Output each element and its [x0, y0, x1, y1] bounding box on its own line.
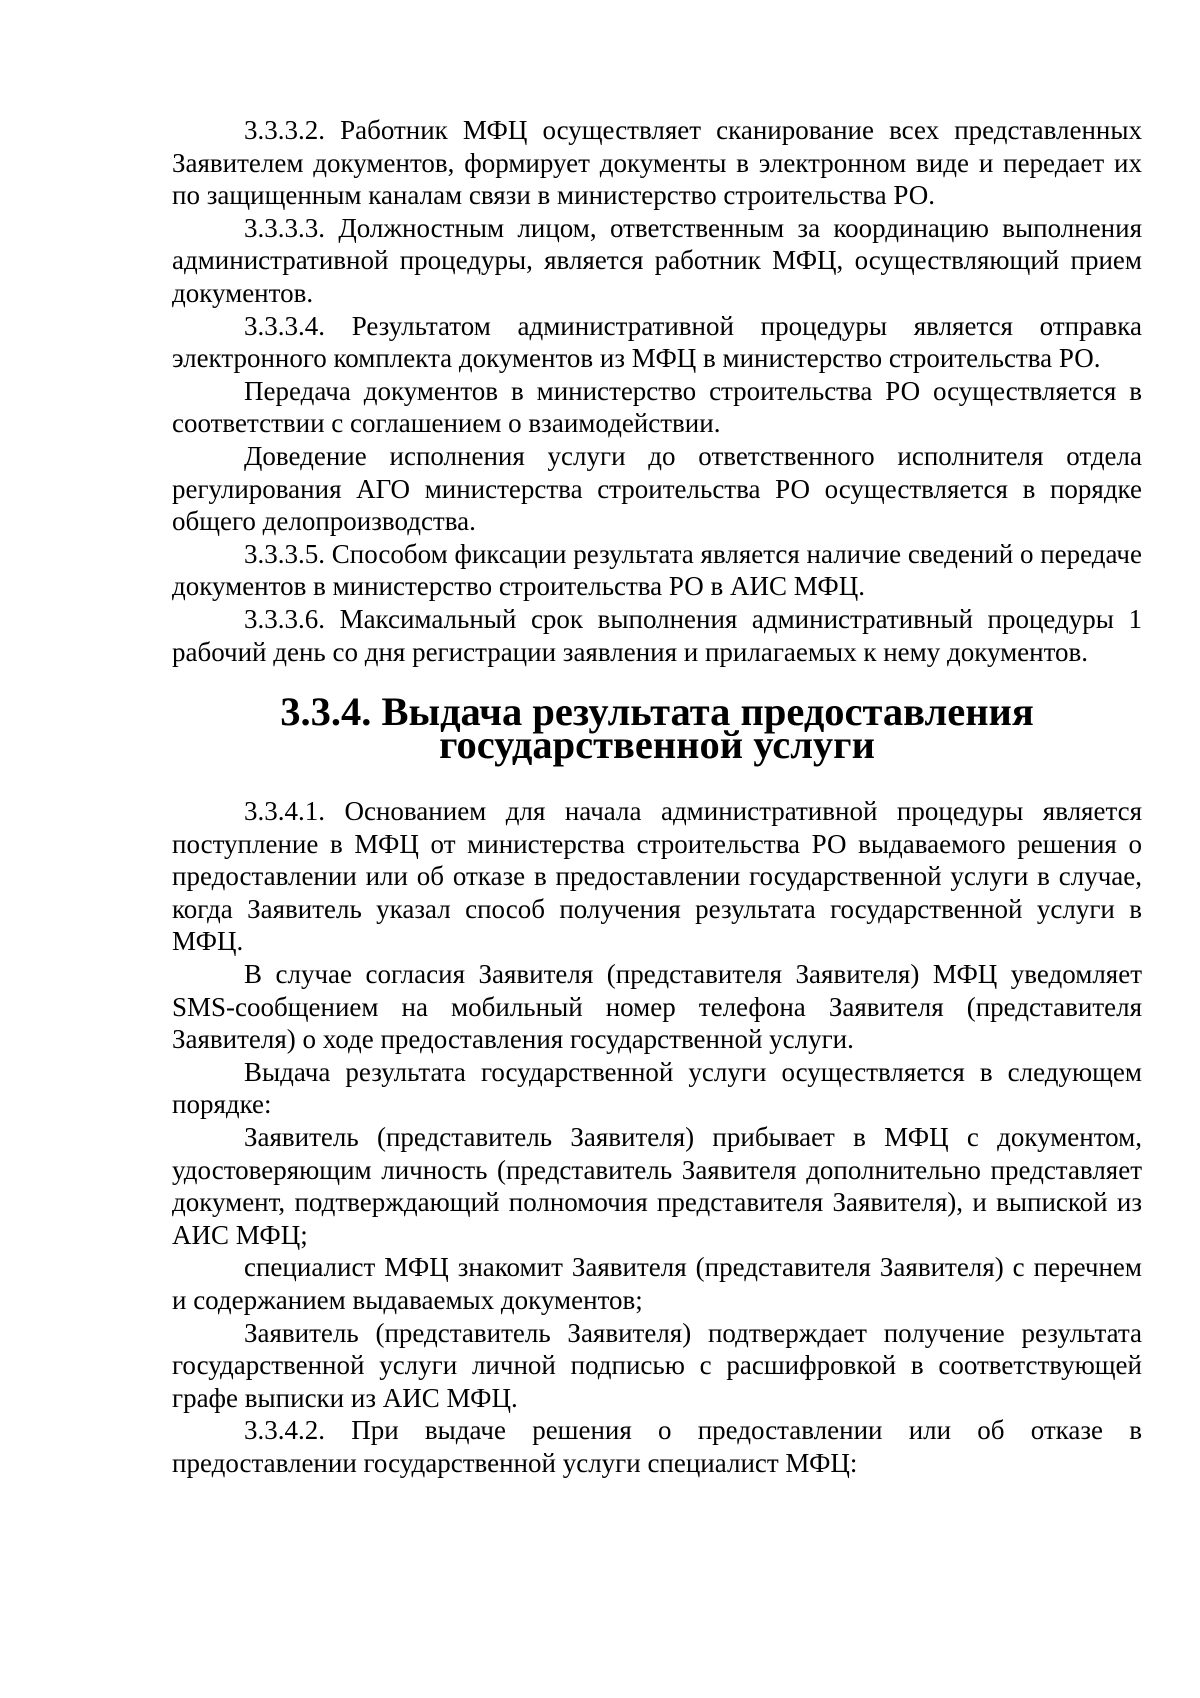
section-heading [172, 689, 1142, 768]
section-heading-line-1: 3.3.4. Выдача результата предоставления [280, 689, 1034, 735]
paragraph-3-3-3-5: 3.3.3.5. Способом фиксации результата является наличие сведений о передаче документов в министерство строительства РО в АИС МФЦ. [172, 538, 1142, 602]
paragraph-3-3-3-2: 3.3.3.2. Работник МФЦ осуществляет сканирование всех представленных Заявителем документов, формирует документы в электронном виде и передает их по защищенным каналам связи в министерство строительства РО. [172, 115, 1142, 211]
paragraph-issue-order: Выдача результата государственной услуги осуществляется в следующем порядке: [172, 1056, 1142, 1120]
section-heading-line-2: государственной услуги [439, 722, 875, 768]
paragraph-transfer: Передача документов в министерство строительства РО осуществляется в соответствии с соглашением о взаимодействии. [172, 375, 1142, 439]
document-body [172, 114, 1142, 1480]
paragraph-sms-notice: В случае согласия Заявителя (представителя Заявителя) МФЦ уведомляет SMS-сообщением на мобильный номер телефона Заявителя (представителя Заявителя) о ходе предоставления государственной услуги. [172, 959, 1142, 1055]
paragraph-3-3-4-1: 3.3.4.1. Основанием для начала административной процедуры является поступление в МФЦ от министерства строительства РО выдаваемого решения о предоставлении или об отказе в предоставлении государственной услуги в случае, когда Заявитель указал способ получения результата государственной услуги в МФЦ. [172, 796, 1142, 957]
paragraph-specialist-familiarizes: специалист МФЦ знакомит Заявителя (представителя Заявителя) с перечнем и содержанием выдаваемых документов; [172, 1252, 1142, 1315]
paragraph-3-3-4-2: 3.3.4.2. При выдаче решения о предоставлении или об отказе в предоставлении государственной услуги специалист МФЦ: [172, 1415, 1142, 1478]
paragraph-delivery: Доведение исполнения услуги до ответственного исполнителя отдела регулирования АГО министерства строительства РО осуществляется в порядке общего делопроизводства. [172, 440, 1142, 537]
paragraph-3-3-3-6: 3.3.3.6. Максимальный срок выполнения административный процедуры 1 рабочий день со дня регистрации заявления и прилагаемых к нему документов. [172, 603, 1142, 667]
paragraph-applicant-confirms: Заявитель (представитель Заявителя) подтверждает получение результата государственной услуги личной подписью с расшифровкой в соответствующей графе выписки из АИС МФЦ. [172, 1317, 1142, 1413]
paragraph-applicant-arrives: Заявитель (представитель Заявителя) прибывает в МФЦ с документом, удостоверяющим личность (представитель Заявителя дополнительно представляет документ, подтверждающий полномочия представителя Заявителя), и выпиской из АИС МФЦ; [172, 1122, 1142, 1250]
paragraph-3-3-3-4: 3.3.3.4. Результатом административной процедуры является отправка электронного комплекта документов из МФЦ в министерство строительства РО. [172, 310, 1142, 374]
paragraph-3-3-3-3: 3.3.3.3. Должностным лицом, ответственным за координацию выполнения административной процедуры, является работник МФЦ, осуществляющий прием документов. [172, 212, 1142, 308]
